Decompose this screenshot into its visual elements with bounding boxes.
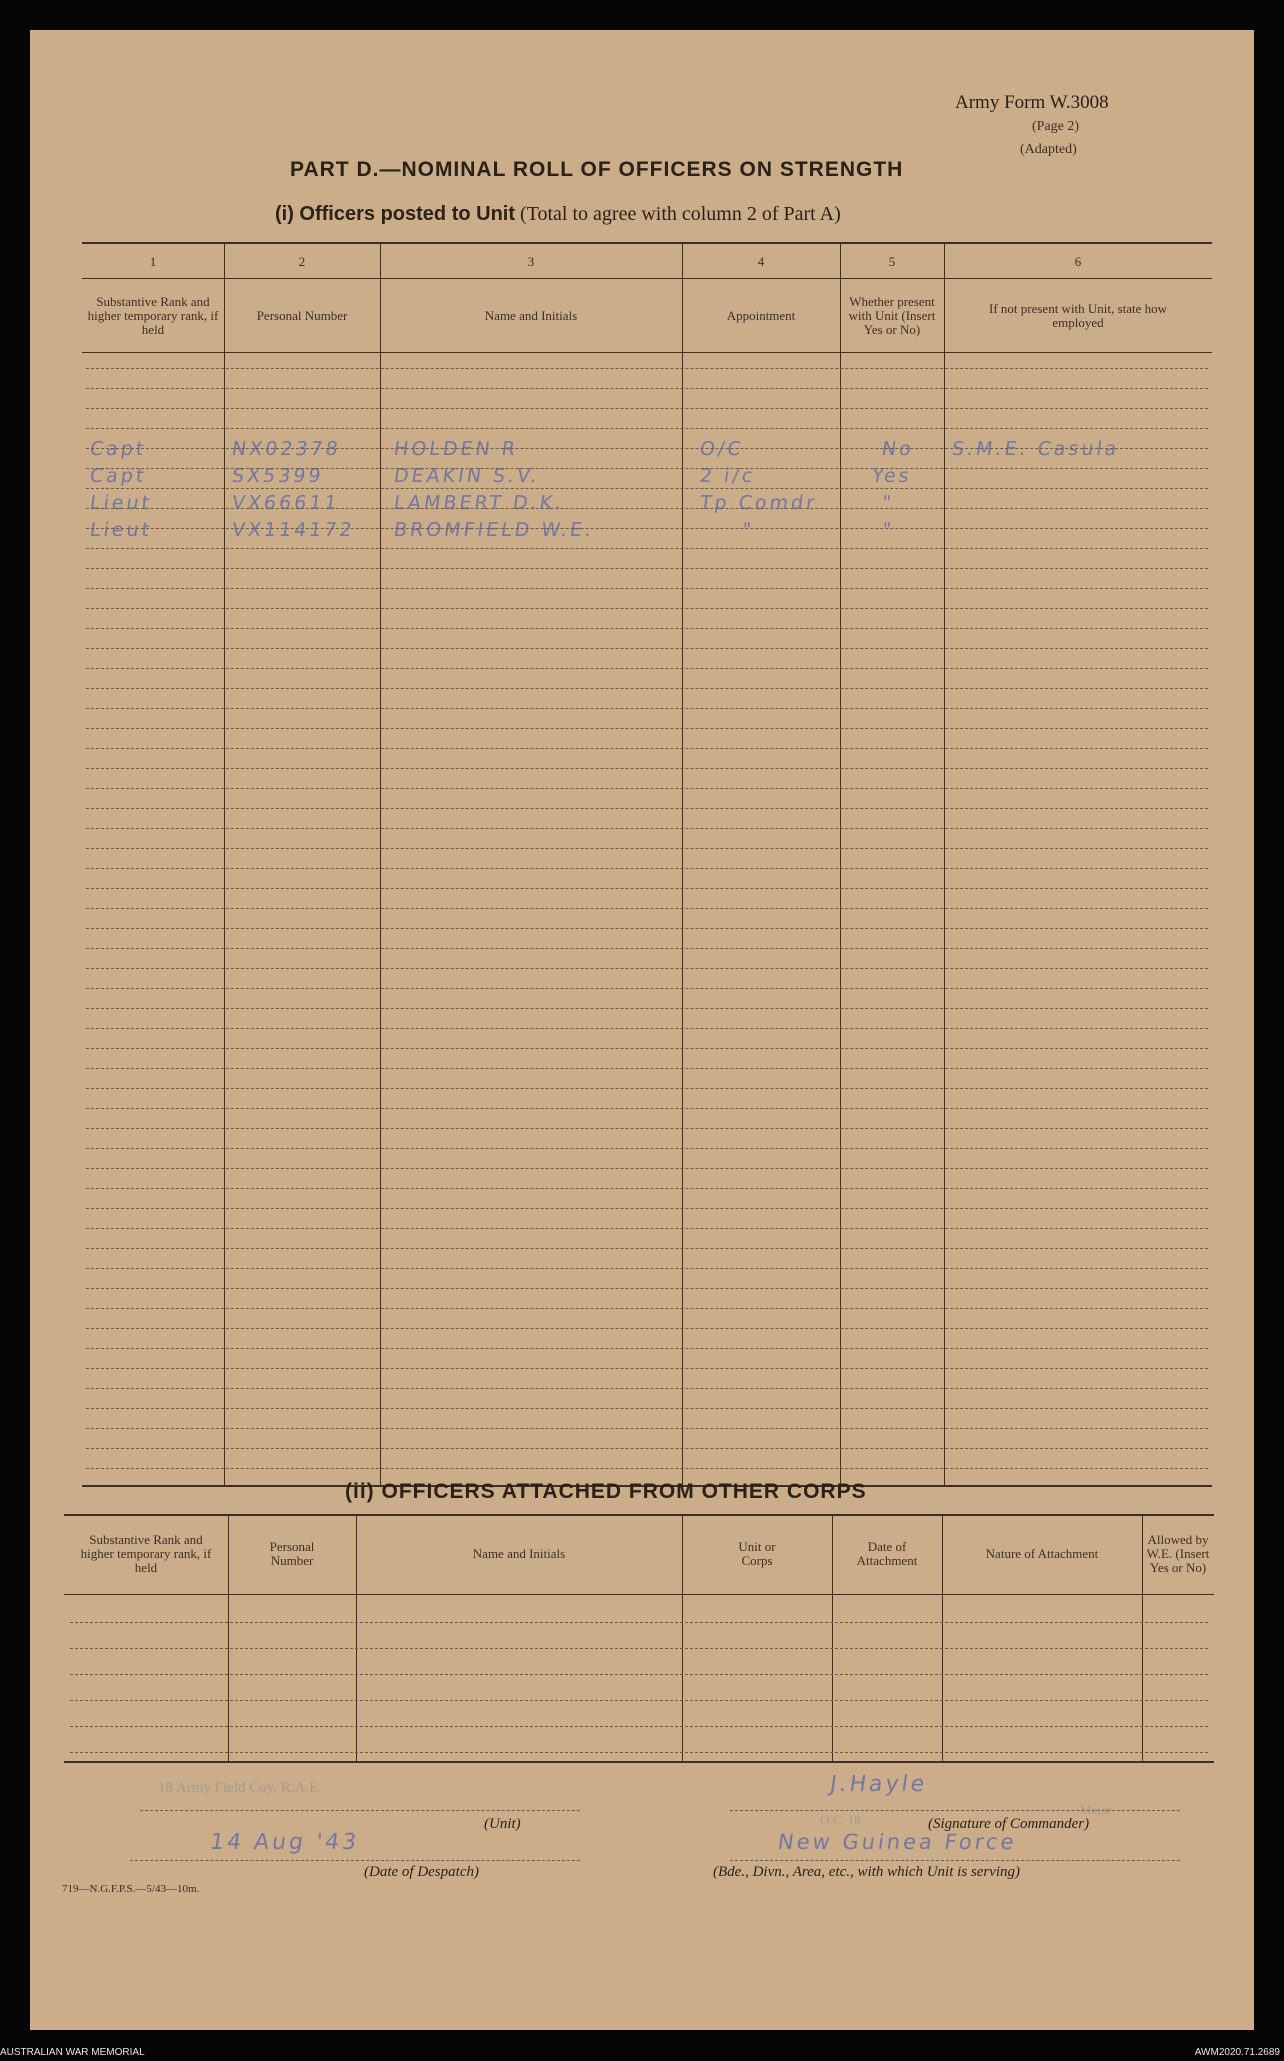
header-rank: Substantive Rank and higher temporary rank, if held xyxy=(87,294,219,337)
col-number-5: 5 xyxy=(888,254,896,269)
ruled-line xyxy=(86,968,1208,969)
ruled-line xyxy=(86,1228,1208,1229)
attached-officers-table xyxy=(64,1514,1214,1764)
header-appointment: Appointment xyxy=(726,308,796,323)
ruled-line xyxy=(86,1468,1208,1469)
signature-label: (Signature of Commander) xyxy=(928,1816,1090,1832)
ruled-line xyxy=(86,608,1208,609)
ruled-line xyxy=(86,368,1208,369)
ruled-line xyxy=(86,488,1208,489)
row3-number: VX66611 xyxy=(230,492,342,514)
ruled-line xyxy=(86,668,1208,669)
date-of-despatch-label: (Date of Despatch) xyxy=(364,1864,479,1880)
ruled-line xyxy=(86,1388,1208,1389)
ruled-line xyxy=(86,648,1208,649)
ruled-line xyxy=(86,768,1208,769)
row1-name: HOLDEN R xyxy=(392,438,520,460)
ruled-line xyxy=(86,1248,1208,1249)
row3-present: " xyxy=(880,492,896,514)
ruled-line xyxy=(86,408,1208,409)
col-number-4: 4 xyxy=(757,254,765,269)
col-number-1: 1 xyxy=(149,254,157,269)
col-number-3: 3 xyxy=(527,254,535,269)
col-number-2: 2 xyxy=(298,254,306,269)
ruled-line xyxy=(86,448,1208,449)
ruled-line xyxy=(86,528,1208,529)
row2-present: Yes xyxy=(870,465,914,487)
ruled-line xyxy=(86,748,1208,749)
ruled-line xyxy=(86,1068,1208,1069)
unit-label: (Unit) xyxy=(484,1816,521,1832)
attached-header-date: Date of Attachment xyxy=(856,1539,918,1568)
nominal-roll-table xyxy=(82,242,1212,1487)
ruled-line xyxy=(86,1288,1208,1289)
date-of-despatch-value: 14 Aug '43 xyxy=(208,1830,361,1855)
row1-present: No xyxy=(880,438,916,460)
ruled-line xyxy=(86,508,1208,509)
ruled-line xyxy=(86,788,1208,789)
commander-signature: J.Hayle xyxy=(828,1772,929,1797)
ruled-line xyxy=(70,1648,1208,1649)
form-page xyxy=(30,30,1254,2030)
ruled-line xyxy=(86,1128,1208,1129)
ruled-line xyxy=(86,1168,1208,1169)
row1-employed: S.M.E. Casula xyxy=(950,438,1121,460)
unit-value: 18 Army Field Coy. R.A.E. xyxy=(158,1780,323,1796)
attached-header-unit-corps: Unit or Corps xyxy=(738,1539,776,1568)
row4-name: BROMFIELD W.E. xyxy=(392,519,596,541)
part-d-subtitle xyxy=(275,203,841,226)
ruled-line xyxy=(86,728,1208,729)
ruled-line xyxy=(86,1008,1208,1009)
ruled-line xyxy=(86,888,1208,889)
ruled-line xyxy=(86,468,1208,469)
row4-number: VX114172 xyxy=(230,519,357,541)
signature-stamp: O.C. 18 xyxy=(820,1812,861,1827)
row2-rank: Capt xyxy=(88,465,148,487)
part-ii-title: (ii) OFFICERS ATTACHED FROM OTHER CORPS xyxy=(345,1480,867,1503)
row2-appointment: 2 i/c xyxy=(698,465,757,487)
header-how-employed: If not present with Unit, state how employed xyxy=(989,301,1167,330)
part-d-subtitle-bold: (i) Officers posted to Unit xyxy=(275,203,515,225)
header-present-with-unit: Whether present with Unit (Insert Yes or No) xyxy=(848,294,936,337)
ruled-line xyxy=(86,1448,1208,1449)
attached-header-nature: Nature of Attachment xyxy=(985,1546,1099,1561)
ruled-line xyxy=(86,868,1208,869)
ruled-line xyxy=(86,908,1208,909)
row3-name: LAMBERT D.K. xyxy=(392,492,566,514)
ruled-line xyxy=(86,388,1208,389)
row1-rank: Capt xyxy=(88,438,148,460)
ruled-line xyxy=(86,1408,1208,1409)
ruled-line xyxy=(86,548,1208,549)
row1-appointment: O/C xyxy=(698,438,746,460)
attached-header-allowed: Allowed by W.E. (Insert Yes or No) xyxy=(1146,1532,1210,1575)
ruled-line xyxy=(86,928,1208,929)
header-personal-number: Personal Number xyxy=(256,308,348,323)
ruled-line xyxy=(86,1148,1208,1149)
ruled-line xyxy=(86,808,1208,809)
ruled-line xyxy=(86,1188,1208,1189)
ruled-line xyxy=(86,848,1208,849)
attached-header-name: Name and Initials xyxy=(472,1546,566,1561)
ruled-line xyxy=(86,988,1208,989)
row4-present: " xyxy=(880,519,896,541)
bde-label: (Bde., Divn., Area, etc., with which Unit is serving) xyxy=(713,1864,1021,1880)
row1-number: NX02378 xyxy=(230,438,343,460)
ruled-line xyxy=(86,1428,1208,1429)
watermark-right: AWM2020.71.2689 xyxy=(1194,2047,1280,2058)
bde-value: New Guinea Force xyxy=(776,1830,1019,1854)
watermark-left: AUSTRALIAN WAR MEMORIAL xyxy=(0,2047,145,2058)
row2-number: SX5399 xyxy=(230,465,325,487)
ruled-line xyxy=(86,568,1208,569)
form-adapted-note: (Adapted) xyxy=(1020,142,1077,157)
ruled-line xyxy=(86,688,1208,689)
ruled-line xyxy=(86,1208,1208,1209)
attached-header-personal-number: Personal Number xyxy=(269,1539,315,1568)
ruled-line xyxy=(70,1752,1208,1753)
ruled-line xyxy=(86,708,1208,709)
ruled-line xyxy=(70,1622,1208,1623)
row3-appointment: Tp Comdr xyxy=(698,492,819,514)
form-page-number: (Page 2) xyxy=(1032,119,1080,134)
row2-name: DEAKIN S.V. xyxy=(392,465,542,487)
ruled-line xyxy=(86,1308,1208,1309)
row4-rank: Lieut xyxy=(88,519,154,541)
ruled-line xyxy=(86,1268,1208,1269)
row4-appointment: " xyxy=(740,519,756,541)
print-reference: 719—N.G.F.P.S.—5/43—10m. xyxy=(62,1883,200,1895)
ruled-line xyxy=(86,1348,1208,1349)
header-name-initials: Name and Initials xyxy=(484,308,578,323)
ruled-line xyxy=(86,1328,1208,1329)
ruled-line xyxy=(86,628,1208,629)
ruled-line xyxy=(86,428,1208,429)
ruled-line xyxy=(86,588,1208,589)
ruled-line xyxy=(86,1108,1208,1109)
ruled-line xyxy=(86,1028,1208,1029)
ruled-line xyxy=(86,1048,1208,1049)
part-d-subtitle-rest: (Total to agree with column 2 of Part A) xyxy=(520,203,841,225)
row3-rank: Lieut xyxy=(88,492,154,514)
ruled-line xyxy=(86,1088,1208,1089)
col-number-6: 6 xyxy=(1074,254,1082,269)
ruled-line xyxy=(86,1368,1208,1369)
ruled-line xyxy=(70,1674,1208,1675)
ruled-line xyxy=(70,1726,1208,1727)
ruled-line xyxy=(70,1700,1208,1701)
attached-header-rank: Substantive Rank and higher temporary rank, if held xyxy=(80,1532,212,1575)
part-d-title: PART D.—NOMINAL ROLL OF OFFICERS ON STRENGTH xyxy=(290,158,904,181)
handwritten-entries xyxy=(82,438,1212,548)
form-number: Army Form W.3008 xyxy=(955,92,1109,113)
ruled-line xyxy=(86,948,1208,949)
ruled-line xyxy=(86,828,1208,829)
signature-rank: Major xyxy=(1080,1802,1112,1817)
